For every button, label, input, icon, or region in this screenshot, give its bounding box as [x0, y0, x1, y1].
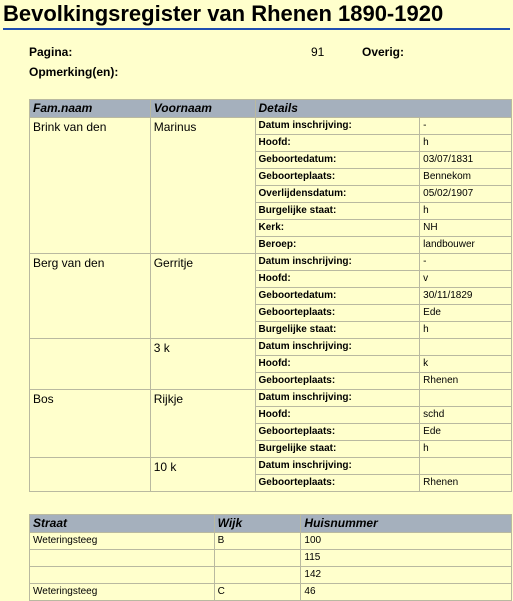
- detail-label: Kerk:: [255, 220, 420, 237]
- detail-label: Burgelijke staat:: [255, 322, 420, 339]
- person-famnaam: Berg van den: [30, 254, 151, 339]
- detail-label: Datum inschrijving:: [255, 390, 420, 407]
- person-voornaam: 10 k: [150, 458, 255, 492]
- overig-label: Overig:: [362, 45, 405, 59]
- person-famnaam: [30, 458, 151, 492]
- detail-label: Datum inschrijving:: [255, 458, 420, 475]
- pagina-label: Pagina:: [29, 45, 73, 59]
- detail-label: Burgelijke staat:: [255, 441, 420, 458]
- detail-label: Geboorteplaats:: [255, 305, 420, 322]
- person-detail-row: [30, 390, 512, 407]
- person-famnaam: Brink van den: [30, 118, 151, 254]
- street-row: [30, 550, 512, 567]
- street-table-header: [30, 515, 512, 533]
- detail-value: Ede: [420, 305, 512, 322]
- detail-label: Geboorteplaats:: [255, 424, 420, 441]
- detail-label: Hoofd:: [255, 271, 420, 288]
- detail-value: h: [420, 322, 512, 339]
- person-voornaam: Gerritje: [150, 254, 255, 339]
- detail-value: [420, 339, 512, 356]
- detail-label: Beroep:: [255, 237, 420, 254]
- person-voornaam: Marinus: [150, 118, 255, 254]
- street-row: [30, 584, 512, 601]
- person-detail-row: [30, 118, 512, 135]
- persons-table-header: [30, 100, 512, 118]
- detail-value: h: [420, 203, 512, 220]
- street-cell-straat: Weteringsteeg: [30, 533, 215, 550]
- header-famnaam: Fam.naam: [30, 100, 151, 118]
- street-cell-huisnummer: 100: [301, 533, 512, 550]
- page-title: Bevolkingsregister van Rhenen 1890-1920: [3, 0, 510, 30]
- header-straat: Straat: [30, 515, 215, 533]
- detail-value: 03/07/1831: [420, 152, 512, 169]
- detail-label: Geboorteplaats:: [255, 373, 420, 390]
- detail-value: Rhenen: [420, 475, 512, 492]
- detail-label: Geboorteplaats:: [255, 475, 420, 492]
- header-wijk: Wijk: [214, 515, 301, 533]
- persons-table: [29, 99, 512, 492]
- street-cell-straat: [30, 567, 215, 584]
- detail-label: Hoofd:: [255, 356, 420, 373]
- street-table: [29, 514, 512, 601]
- street-cell-straat: Weteringsteeg: [30, 584, 215, 601]
- street-cell-huisnummer: 142: [301, 567, 512, 584]
- person-detail-row: [30, 254, 512, 271]
- street-row: [30, 533, 512, 550]
- detail-value: Bennekom: [420, 169, 512, 186]
- header-voornaam: Voornaam: [150, 100, 255, 118]
- street-cell-huisnummer: 115: [301, 550, 512, 567]
- detail-label: Hoofd:: [255, 135, 420, 152]
- opmerking-label: Opmerking(en):: [29, 65, 119, 79]
- detail-value: NH: [420, 220, 512, 237]
- detail-value: 30/11/1829: [420, 288, 512, 305]
- detail-value: h: [420, 441, 512, 458]
- detail-value: 05/02/1907: [420, 186, 512, 203]
- header-huisnummer: Huisnummer: [301, 515, 512, 533]
- detail-value: -: [420, 254, 512, 271]
- person-detail-row: [30, 339, 512, 356]
- detail-value: Rhenen: [420, 373, 512, 390]
- person-famnaam: Bos: [30, 390, 151, 458]
- detail-label: Geboorteplaats:: [255, 169, 420, 186]
- detail-value: [420, 458, 512, 475]
- detail-value: h: [420, 135, 512, 152]
- person-famnaam: [30, 339, 151, 390]
- street-cell-wijk: B: [214, 533, 301, 550]
- detail-value: v: [420, 271, 512, 288]
- detail-label: Datum inschrijving:: [255, 339, 420, 356]
- person-voornaam: Rijkje: [150, 390, 255, 458]
- street-cell-huisnummer: 46: [301, 584, 512, 601]
- header-details: Details: [255, 100, 511, 118]
- detail-value: Ede: [420, 424, 512, 441]
- detail-label: Datum inschrijving:: [255, 118, 420, 135]
- detail-value: schd: [420, 407, 512, 424]
- detail-value: [420, 390, 512, 407]
- detail-label: Burgelijke staat:: [255, 203, 420, 220]
- detail-label: Geboortedatum:: [255, 288, 420, 305]
- detail-value: -: [420, 118, 512, 135]
- detail-value: landbouwer: [420, 237, 512, 254]
- detail-label: Overlijdensdatum:: [255, 186, 420, 203]
- street-cell-wijk: C: [214, 584, 301, 601]
- detail-label: Datum inschrijving:: [255, 254, 420, 271]
- street-cell-wijk: [214, 567, 301, 584]
- street-row: [30, 567, 512, 584]
- pagina-value: 91: [311, 45, 325, 59]
- detail-value: k: [420, 356, 512, 373]
- person-voornaam: 3 k: [150, 339, 255, 390]
- detail-label: Hoofd:: [255, 407, 420, 424]
- person-detail-row: [30, 458, 512, 475]
- street-cell-straat: [30, 550, 215, 567]
- street-cell-wijk: [214, 550, 301, 567]
- detail-label: Geboortedatum:: [255, 152, 420, 169]
